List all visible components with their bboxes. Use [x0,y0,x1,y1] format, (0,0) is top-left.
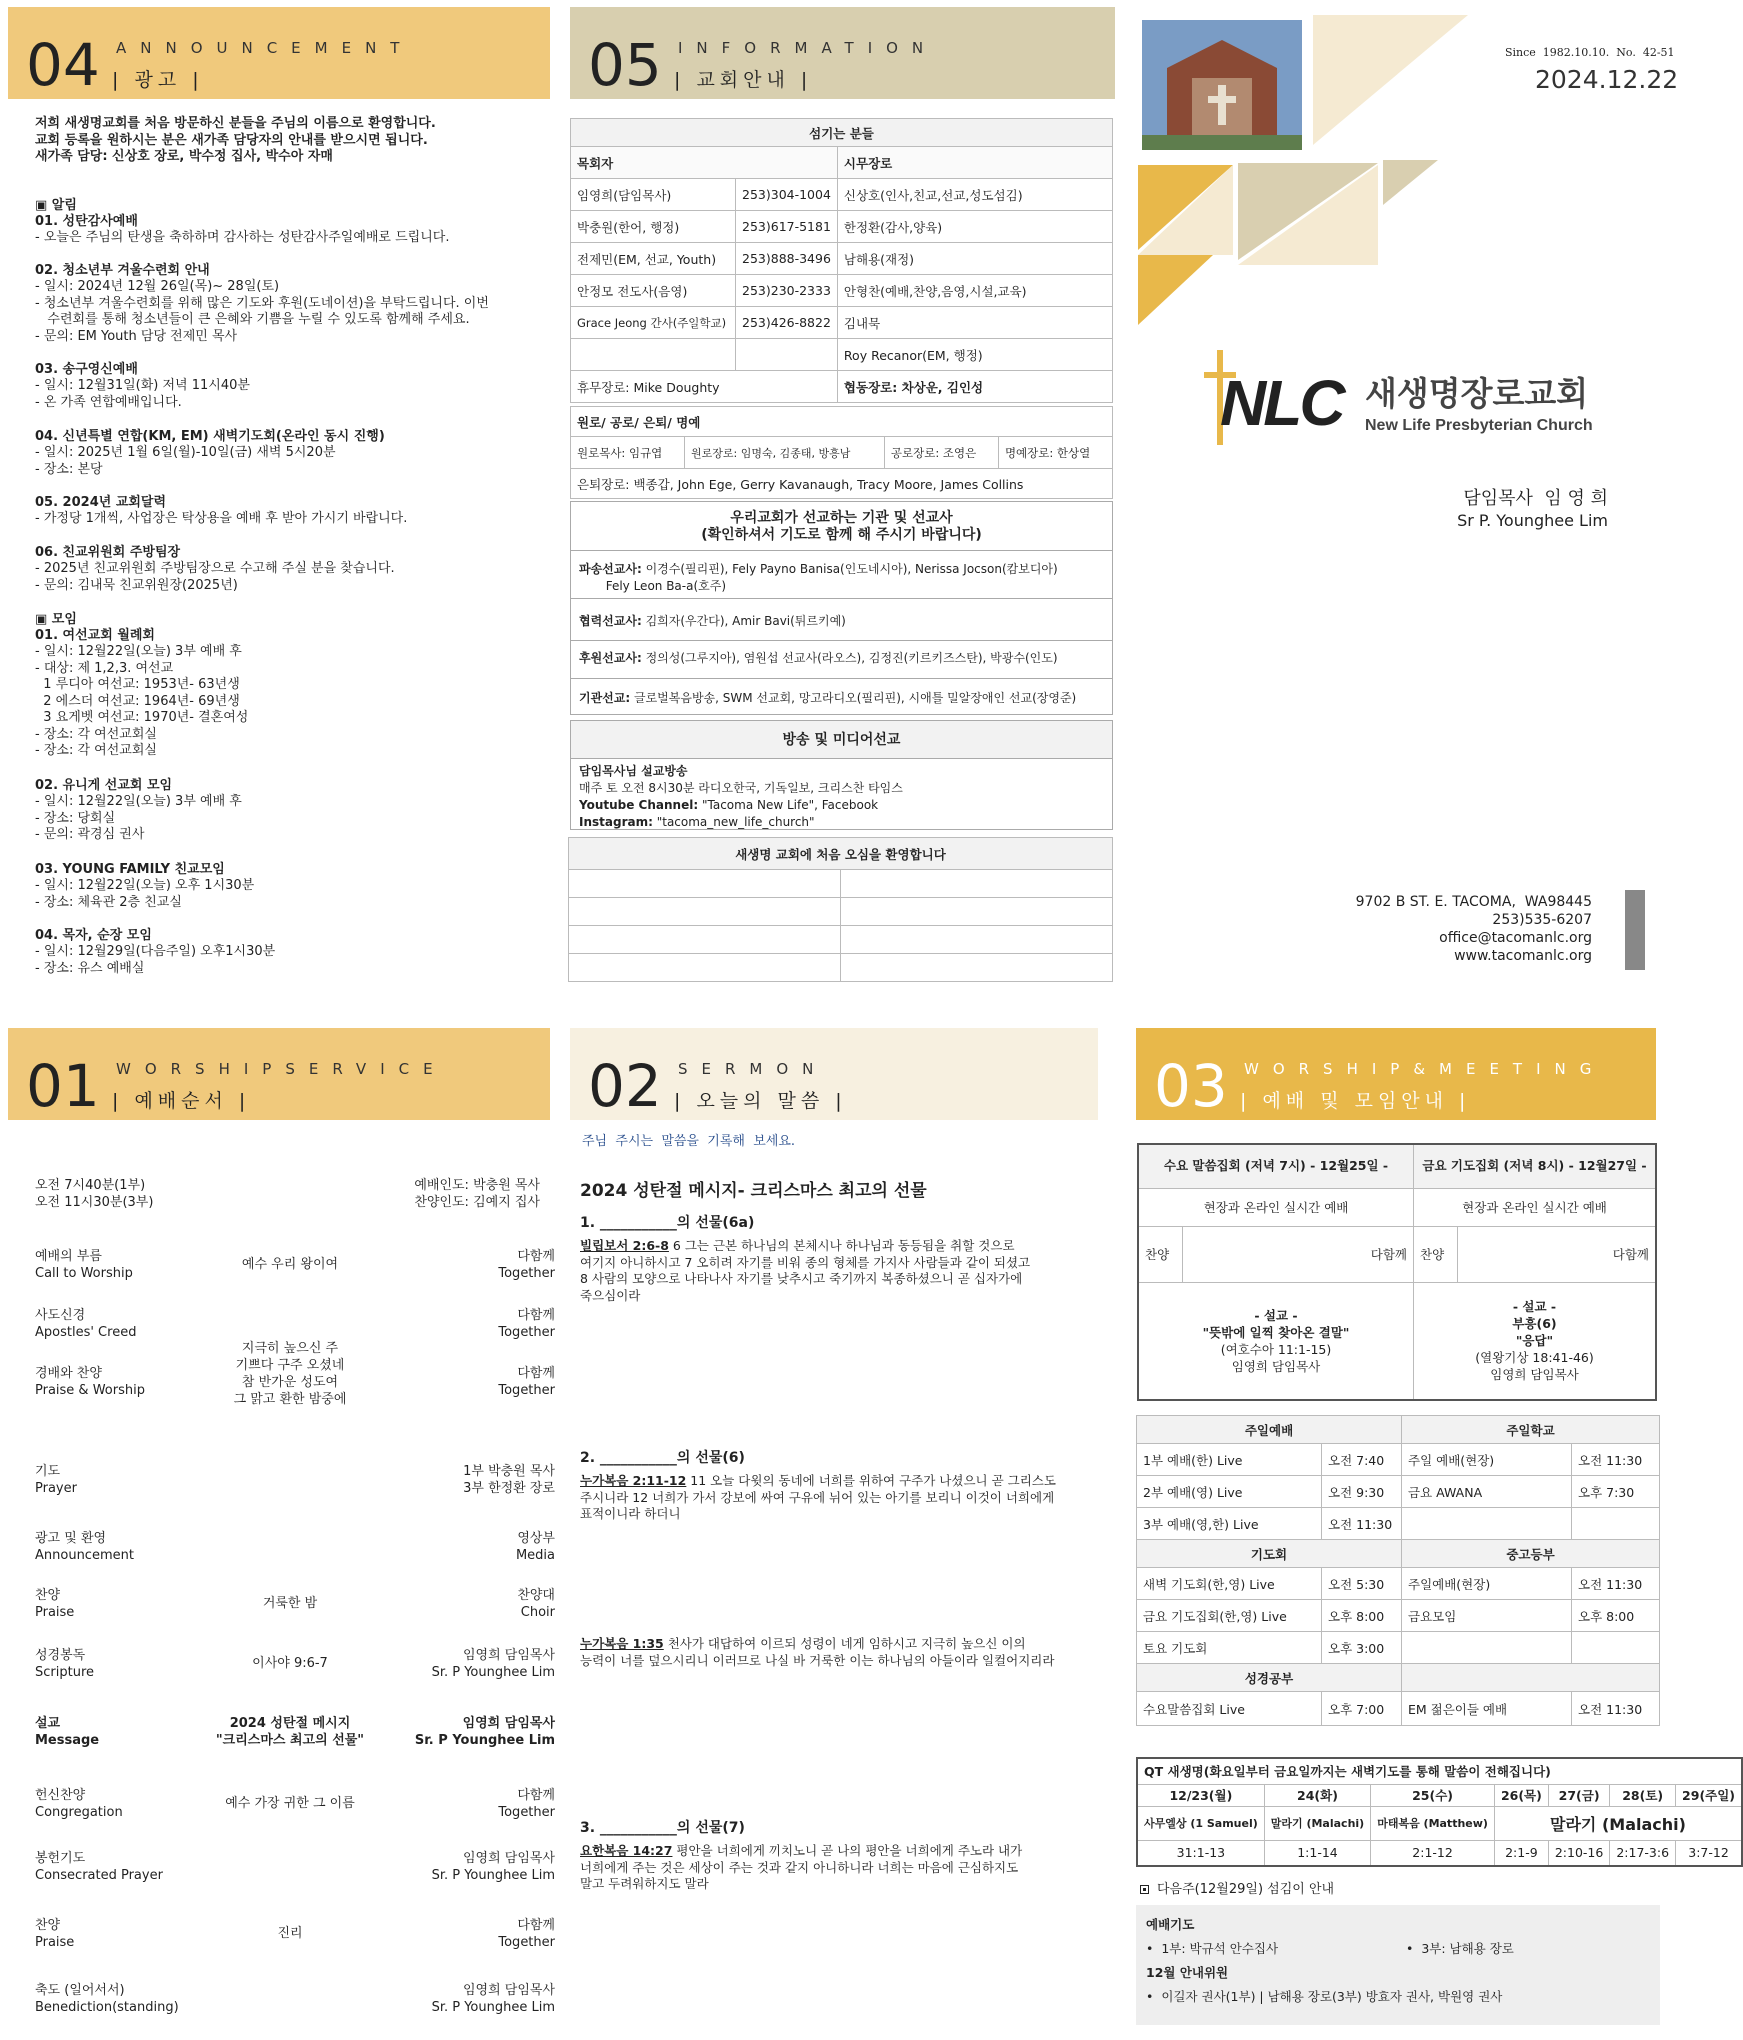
honor-1: 원로목사: 임규엽 [571,437,685,469]
wed-service-title: 수요 말씀집회 (저녁 7시) - 12월25일 - [1138,1144,1414,1188]
schedule-time: 오전 5:30 [1322,1568,1402,1600]
service-item-leader: 다함께 Together [498,1249,555,1281]
since-issue: Since 1982.10.10. No. 42-51 [1505,46,1675,59]
point-3-text: 평안을 너희에게 끼치노니 곧 나의 평안을 너희에게 주노라 내가 너희에게 주는 것은 세상이 주는 것과 같지 아니하니라 너희는 마음에 근심하지도 말고 두려워하지도 말라 [580,1843,1023,1891]
next-week-title: 다음주(12월29일) 섬김이 안내 [1157,1882,1335,1897]
service-item-name: 축도 (일어서서) Benediction(standing) [35,1983,179,2015]
pastor-name: 안정모 전도사(음영) [571,275,736,307]
pastor-phone: 253)617-5181 [736,211,838,243]
qt-ref: 2:1-9 [1494,1840,1548,1866]
schedule-name: EM 젊은이들 예배 [1402,1692,1572,1726]
table-row [1137,1476,1660,1508]
service-item-leader: 영상부 Media [515,1531,555,1563]
welcome-cell[interactable] [569,954,841,982]
next-week-box [1136,1905,1660,2025]
elder-name: Roy Recanor(EM, 행정) [837,339,1112,371]
schedule-name: 1부 예배(한) Live [1137,1444,1322,1476]
service-item-content: 거룩한 밤 [262,1596,318,1611]
point-2-scripture [580,1473,1056,1523]
welcome-cell[interactable] [841,926,1113,954]
meeting-header [1136,1028,1656,1120]
media-youtube [579,797,878,814]
meeting-4-body: - 일시: 12월29일(다음주일) 오후1시30분 - 장소: 유스 예배실 [35,944,276,976]
section-title-en: WORSHIP&MEETING [1244,1060,1606,1078]
service-time-1: 오전 7시40분(1부) [35,1178,146,1193]
point-2b-text: 천사가 대답하여 이르되 성령이 네게 임하시고 지극히 높으신 이의 능력이 너를 덮으시리니 이러므로 나실 바 거룩한 이는 하나님의 아들이라 일컬어지리라 [580,1636,1055,1668]
elder-name: 안형찬(예배,찬양,음영,시설,교육) [837,275,1112,307]
point-1-scripture [580,1238,1030,1304]
honor-3: 공로장로: 조영은 [884,437,998,469]
service-item-name: 성경봉독 Scripture [35,1648,95,1680]
wed-live: 현장과 온라인 실시간 예배 [1138,1188,1414,1226]
bible-study-title: 성경공부 [1137,1664,1402,1692]
schedule-time: 오후 3:00 [1322,1632,1402,1664]
schedule-name: 금요모임 [1402,1600,1572,1632]
honor-2: 원로장로: 임명숙, 김종태, 방흥남 [685,437,885,469]
service-item-leader: 다함께 Together [498,1308,555,1340]
service-item-leader: 임영희 담임목사 Sr. P Younghee Lim [431,1983,555,2015]
mission-org-label: 기관선교: [579,691,631,705]
section-title-en: INFORMATION [678,39,938,57]
point-1-text: 6 그는 근본 하나님의 본체시나 하나님과 동등됨을 취할 것으로 여기지 아니하시고 7 오히려 자기를 비워 종의 형체를 가지사 사람들과 같이 되셨고 8 사람의 모양으로 나타나사 자기를 낮추시고 죽기까지 복종하셨으니 곧 십자가에 죽으심이라 [580,1238,1031,1303]
qt-book: 말라기 (Malachi) [1264,1806,1370,1840]
qt-ref: 2:17-3:6 [1610,1840,1676,1866]
wed-hymn-by: 다함께 [1182,1226,1414,1282]
service-item-name: 찬양 Praise [35,1918,75,1950]
table-row [1137,1692,1660,1726]
table-row [571,179,1113,211]
section-number: 04 [26,31,100,99]
welcome-cell[interactable] [569,898,841,926]
order-of-service [35,1020,555,2020]
pastor-phone: 253)230-2333 [736,275,838,307]
schedule-time [1572,1508,1660,1540]
sunday-worship-title: 주일예배 [1137,1416,1402,1444]
schedule-name: 수요말씀집회 Live [1137,1692,1322,1726]
announcement-header [8,7,550,99]
rest-elder: 휴무장로: Mike Doughty [571,371,838,403]
schedule-name: 금요 AWANA [1402,1476,1572,1508]
welcome-cell[interactable] [841,898,1113,926]
logo-korean-name: 새생명장로교회 [1365,374,1589,413]
notice-2-body: - 일시: 2024년 12월 26일(목)~ 28일(토) - 청소년부 겨울수련회를 위해 많은 기도와 후원(도네이션)을 부탁드립니다. 이번 수련회를 통해 청소년들이 큰 은혜와 기쁨을 누릴 수 있도록 함께해 주세요. - 문의: EM Youth 담당 전제민 목사 [35,279,489,344]
fri-hymn-by: 다함께 [1458,1226,1656,1282]
schedule-time: 오전 9:30 [1322,1476,1402,1508]
schedule-name: 주일예배(현장) [1402,1568,1572,1600]
notice-3-title: 03. 송구영신예배 [35,362,138,377]
schedule-time: 오후 7:00 [1322,1692,1402,1726]
honor-title: 원로/ 공로/ 은퇴/ 명예 [571,407,1113,437]
service-item-content: 예수 가장 귀한 그 이름 [225,1796,355,1811]
elder-name: 김내묵 [837,307,1112,339]
sermon-section [560,1020,1120,2040]
senior-pastor-en: Sr P. Younghee Lim [1457,511,1608,530]
section-title-ko: | 예배 및 모임안내 | [1240,1086,1470,1113]
media-youtube-label: Youtube Channel: [579,798,699,812]
table-row [571,275,1113,307]
honor-table [570,406,1113,499]
meeting-4-title: 04. 목자, 순장 모임 [35,928,152,943]
church-address: 9702 B ST. E. TACOMA, WA98445 [1355,894,1592,910]
qt-day: 27(금) [1548,1784,1610,1806]
sermon-header [570,1028,1098,1120]
prayer-meeting-title: 기도회 [1137,1540,1402,1568]
wed-sermon-preacher: 임영희 담임목사 [1231,1358,1321,1374]
wed-sermon-title: "뜻밖에 일찍 찾아온 결말" [1202,1324,1350,1340]
pastor-name: 임영희(담임목사) [571,179,736,211]
pastor-name: 박충원(한어, 행정) [571,211,736,243]
qt-book: 마태복음 (Matthew) [1371,1806,1495,1840]
notice-5-body: - 가정당 1개씩, 사업장은 탁상용을 예배 후 받아 가시기 바랍니다. [35,511,408,526]
schedule-time: 오전 7:40 [1322,1444,1402,1476]
cover-side-bar [1625,890,1645,970]
wed-sermon-ref: (여호수아 11:1-15) [1220,1341,1332,1357]
bulletin-date: 2024.12.22 [1535,65,1679,94]
service-item-name: 봉헌기도 Consecrated Prayer [35,1851,163,1883]
point-2-text: 11 오늘 다윗의 동네에 너희를 위하여 구주가 나셨으니 곧 그리스도 주시니라 12 너희가 가서 강보에 싸여 구유에 뉘어 있는 아기를 보리니 이것이 너희에게 표적이니라 하더니 [580,1473,1056,1521]
logo-nlc: NLC [1220,367,1343,439]
elder-name: 신상호(인사,친교,선교,성도섬김) [837,179,1112,211]
fri-sermon [1414,1282,1656,1400]
table-row [1137,1600,1660,1632]
pastor-phone: 253)888-3496 [736,243,838,275]
media-instagram-value: "tacoma_new_life_church" [652,815,815,829]
mission-org-list: 글로벌복음방송, SWM 선교회, 망고라디오(필리핀), 시애틀 밀알장애인 선교(장영준) [630,691,1077,705]
qt-ref: 3:7-12 [1676,1840,1742,1866]
welcome-cell[interactable] [841,954,1113,982]
service-item-name: 헌신찬양 Congregation [35,1788,123,1820]
service-item-leader: 다함께 Together [498,1918,555,1950]
pastor-name: 전제민(EM, 선교, Youth) [571,243,736,275]
retired-elders: 은퇴장로: 백종갑, John Ege, Gerry Kavanaugh, Tracy Moore, James Collins [571,469,1113,499]
service-item-content: 예수 우리 왕이여 [241,1257,339,1272]
notice-1-body: - 오늘은 주님의 탄생을 축하하며 감사하는 성탄감사주일예배로 드립니다. [35,230,450,245]
worship-section [0,1020,560,2040]
ushers-label: 12월 안내위원 [1146,1965,1229,1980]
cover-section [1120,0,1680,1010]
pastor-phone: 253)304-1004 [736,179,838,211]
media-youtube-value: "Tacoma New Life", Facebook [698,798,879,812]
service-item-content: 진리 [277,1926,303,1941]
church-logo [1200,350,1620,450]
sermon-note-prompt: 주님 주시는 말씀을 기록해 보세요. [582,1134,796,1149]
qt-day: 25(수) [1371,1784,1495,1806]
mission-partner [579,613,846,630]
table-row [1137,1568,1660,1600]
schedule-time: 오전 11:30 [1322,1508,1402,1540]
media-instagram-label: Instagram: [579,815,653,829]
fri-hymn-label: 찬양 [1414,1226,1458,1282]
schedule-time: 오전 11:30 [1572,1444,1660,1476]
honor-4: 명예장로: 한상열 [998,437,1112,469]
schedule-time [1572,1632,1660,1664]
fri-service-title: 금요 기도집회 (저녁 8시) - 12월27일 - [1414,1144,1656,1188]
service-time-3: 오전 11시30분(3부) [35,1195,154,1210]
pastor-name [571,339,736,371]
notice-4-title: 04. 신년특별 연합(KM, EM) 새벽기도회(온라인 동시 진행) [35,429,385,444]
schedule-name [1402,1508,1572,1540]
prayer-leader-1: • 1부: 박규석 안수집사 [1146,1941,1279,1956]
meeting-1-body: - 일시: 12월22일(오늘) 3부 예배 후 - 대상: 제 1,2,3. 여선교 1 루디아 여선교: 1953년- 63년생 2 에스더 여선교: 1964년- 69년생 3 요게벳 여선교: 1970년- 결혼여성 - 장소: 각 여선교회실 - 장소: 각 여선교회실 [35,644,249,758]
mission-support-list: 정의성(그루지아), 염원섭 선교사(라오스), 김정진(키르키즈스탄), 박광수(인도) [641,651,1058,665]
senior-pastor-ko: 담임목사 임 영 희 [1463,488,1608,509]
service-item-name: 찬양 Praise [35,1588,75,1620]
church-email: office@tacomanlc.org [1439,930,1592,946]
ushers-list: • 이길자 권사(1부) | 남해용 장로(3부) 방효자 권사, 박원영 권사 [1146,1989,1503,2004]
mission-support-label: 후원선교사: [579,651,642,665]
wed-sermon-label: - 설교 - [1254,1307,1298,1323]
qt-table [1136,1757,1743,1867]
meeting-3-title: 03. YOUNG FAMILY 친교모임 [35,862,225,877]
praise-leader: 찬양인도: 김예지 집사 [414,1195,540,1210]
service-item-leader: 임영희 담임목사 Sr. P Younghee Lim [414,1716,555,1748]
logo-english-name: New Life Presbyterian Church [1365,417,1593,434]
schedule-table [1136,1415,1660,1726]
service-item-content: 2024 성탄절 메시지 "크리스마스 최고의 선물" [215,1716,365,1748]
mission-dispatched [579,561,1058,594]
section-title-ko: | 오늘의 말씀 | [674,1086,847,1113]
elder-name: 한정환(감사,양육) [837,211,1112,243]
media-title: 방송 및 미디어선교 [571,721,1112,759]
welcome-cell[interactable] [569,926,841,954]
schedule-time: 오전 11:30 [1572,1568,1660,1600]
prayer-leaders-label: 예배기도 [1146,1917,1195,1932]
service-item-leader: 찬양대 Choir [517,1588,555,1620]
welcome-intro: 저희 새생명교회를 처음 방문하신 분들을 주님의 이름으로 환영합니다. 교회 등록을 원하시는 분은 새가족 담당자의 안내를 받으시면 됩니다. 새가족 담당: 신상호 장로, 박수정 집사, 박수아 자매 [35,116,436,164]
notice-3-body: - 일시: 12월31일(화) 저녁 11시40분 - 온 가족 연합예배입니다. [35,378,250,410]
meeting-2-body: - 일시: 12월22일(오늘) 3부 예배 후 - 장소: 당회실 - 문의: 곽경심 권사 [35,794,242,842]
schedule-time: 오후 8:00 [1322,1600,1402,1632]
media-box [570,720,1113,830]
point-2-ref: 누가복음 2:11-12 [580,1473,687,1488]
section-title-en: SERMON [678,1060,828,1078]
qt-ref: 2:1-12 [1371,1840,1495,1866]
mission-partner-list: 김희자(우간다), Amir Bavi(튀르키예) [641,614,846,628]
section-title-en: WORSHIPSERVICE [116,1060,447,1078]
meeting-1-title: 01. 여선교회 월례회 [35,628,155,643]
meeting-2-title: 02. 유니게 선교회 모임 [35,778,173,793]
mission-support [579,650,1058,667]
mission-org [579,690,1076,707]
fri-live: 현장과 온라인 실시간 예배 [1414,1188,1656,1226]
schedule-name [1402,1632,1572,1664]
table-row [571,243,1113,275]
service-item-name: 기도 Prayer [35,1464,77,1496]
qt-title: QT 새생명(화요일부터 금요일까지는 새벽기도를 통해 말씀이 전해집니다) [1137,1758,1742,1784]
point-2b-ref: 누가복음 1:35 [580,1636,664,1651]
mission-box [570,501,1113,715]
section-number: 05 [588,31,662,99]
service-item-name: 설교 Message [35,1716,100,1748]
col-pastor: 목회자 [571,147,838,179]
pastor-name: Grace Jeong 간사(주일학교) [571,307,736,339]
mission-dispatched-label: 파송선교사: [579,562,642,576]
service-item-name: 사도신경 Apostles' Creed [35,1308,137,1340]
schedule-time: 오후 8:00 [1572,1600,1660,1632]
service-item-content: 이사야 9:6-7 [252,1656,328,1671]
point-3-ref: 요한복음 14:27 [580,1843,673,1858]
col-elder: 시무장로 [837,147,1112,179]
qt-ref: 2:10-16 [1548,1840,1610,1866]
point-1-heading: 1. ___________의 선물(6a) [580,1215,755,1231]
meeting-heading: ▣ 모임 [35,612,77,627]
notice-1-title: 01. 성탄감사예배 [35,214,138,229]
notice-5-title: 05. 2024년 교회달력 [35,495,167,510]
service-item-leader: 다함께 Together [498,1366,555,1398]
meeting-3-body: - 일시: 12월22일(오늘) 오후 1시30분 - 장소: 체육관 2층 친교실 [35,878,255,910]
qt-book: 사무엘상 (1 Samuel) [1137,1806,1264,1840]
notice-6-body: - 2025년 친교위원회 주방팀장으로 수고해 주실 분을 찾습니다. - 문의: 김내묵 친교위원장(2025년) [35,561,395,593]
welcome-table [568,837,1113,982]
service-item-leader: 임영희 담임목사 Sr. P Younghee Lim [431,1851,555,1883]
media-sermon-label: 담임목사님 설교방송 [579,764,688,778]
meeting-section [1120,1020,1736,2040]
schedule-name: 토요 기도회 [1137,1632,1322,1664]
qt-ref: 31:1-13 [1137,1840,1264,1866]
prayer-leader-3: • 3부: 남해용 장로 [1406,1941,1514,1956]
worship-leader: 예배인도: 박충원 목사 [414,1178,540,1193]
qt-book: 말라기 (Malachi) [1494,1806,1742,1840]
wed-sermon [1138,1282,1414,1400]
square-bullet-icon [1140,1885,1149,1894]
information-section [560,0,1120,1010]
service-item-leader: 다함께 Together [498,1788,555,1820]
service-item-leader: 임영희 담임목사 Sr. P Younghee Lim [431,1648,555,1680]
section-number: 03 [1154,1052,1228,1120]
fri-sermon-series: 부흥(6) [1512,1316,1557,1332]
schedule-name: 금요 기도집회(한,영) Live [1137,1600,1322,1632]
fri-sermon-ref: (열왕기상 18:41-46) [1475,1350,1594,1366]
mission-partner-label: 협력선교사: [579,614,642,628]
schedule-name: 새벽 기도회(한,영) Live [1137,1568,1322,1600]
assoc-elder: 협동장로: 차상운, 김인성 [837,371,1112,403]
wed-hymn-label: 찬양 [1138,1226,1182,1282]
mission-title: 우리교회가 선교하는 기관 및 선교사 (확인하셔서 기도로 함께 해 주시기 바랍니다) [701,510,982,543]
point-2-heading: 2. ___________의 선물(6) [580,1450,745,1466]
schedule-name: 주일 예배(현장) [1402,1444,1572,1476]
welcome-title: 새생명 교회에 처음 오심을 환영합니다 [569,838,1113,870]
announcement-section [0,0,560,1010]
youth-title: 중고등부 [1402,1540,1660,1568]
elder-name: 남해용(재정) [837,243,1112,275]
notice-6-title: 06. 친교위원회 주방팀장 [35,545,181,560]
service-item-leader: 1부 박충원 목사 3부 한정환 장로 [463,1464,555,1496]
table-row [571,211,1113,243]
media-instagram [579,814,815,831]
section-title-ko: | 교회안내 | [674,65,812,92]
pastor-phone: 253)426-8822 [736,307,838,339]
sermon-title: 2024 성탄절 메시지- 크리스마스 최고의 선물 [580,1181,927,1201]
notice-heading: ▣ 알림 [35,198,77,213]
church-website: www.tacomanlc.org [1454,948,1592,964]
point-3-scripture [580,1843,1022,1893]
table-row [1137,1444,1660,1476]
service-item-name: 광고 및 환영 Announcement [35,1531,134,1563]
church-phone: 253)535-6207 [1492,912,1592,928]
table-row [1137,1632,1660,1664]
fri-sermon-preacher: 임영희 담임목사 [1490,1367,1579,1383]
service-item-content: 지극히 높으신 주 기쁘다 구주 오셨네 참 반가운 성도여 그 맑고 환한 밤중에 [233,1341,347,1407]
welcome-cell[interactable] [569,870,841,898]
qt-day: 26(목) [1494,1784,1548,1806]
pastor-phone [736,339,838,371]
point-2b-scripture [580,1636,1054,1669]
table-row [571,307,1113,339]
schedule-time: 오전 11:30 [1572,1692,1660,1726]
service-item-name: 경배와 찬양 Praise & Worship [35,1366,145,1398]
qt-day: 28(토) [1610,1784,1676,1806]
media-sermon-detail: 매주 토 오전 8시30분 라디오한국, 기독일보, 크리스찬 타임스 [579,781,903,795]
notice-4-body: - 일시: 2025년 1월 6일(월)-10일(금) 새벽 5시20분 - 장소: 본당 [35,445,336,477]
notice-2-title: 02. 청소년부 겨울수련회 안내 [35,263,210,278]
fri-sermon-label: - 설교 - [1512,1299,1557,1315]
schedule-name: 2부 예배(영) Live [1137,1476,1322,1508]
qt-day: 29(주일) [1676,1784,1742,1806]
section-title-en: ANNOUNCEMENT [116,39,414,57]
mission-dispatched-list: 이경수(필리핀), Fely Payno Banisa(인도네시아), Nerissa Jocson(캄보디아) Fely Leon Ba-a(호주) [605,562,1058,593]
qt-day: 12/23(월) [1137,1784,1264,1806]
table-row [1137,1508,1660,1540]
section-title-ko: | 예배순서 | [112,1086,250,1113]
staff-table-title: 섬기는 분들 [571,119,1113,147]
section-number: 02 [588,1052,662,1120]
welcome-cell[interactable] [841,870,1113,898]
schedule-name: 3부 예배(영,한) Live [1137,1508,1322,1540]
next-week-heading [1140,1878,1334,1897]
sunday-school-title: 주일학교 [1402,1416,1660,1444]
schedule-time: 오후 7:30 [1572,1476,1660,1508]
table-row [571,339,1113,371]
point-3-heading: 3. ___________의 선물(7) [580,1820,745,1836]
service-item-name: 예배의 부름 Call to Worship [35,1249,133,1281]
section-number: 01 [26,1052,100,1120]
midweek-table [1137,1143,1657,1401]
information-header [570,7,1115,99]
qt-day: 24(화) [1264,1784,1370,1806]
section-title-ko: | 광고 | [112,65,204,92]
qt-ref: 1:1-14 [1264,1840,1370,1866]
church-building-image [1142,20,1302,150]
point-1-ref: 빌립보서 2:6-8 [580,1238,669,1253]
staff-table [570,118,1113,403]
fri-sermon-title: "응답" [1515,1333,1554,1349]
